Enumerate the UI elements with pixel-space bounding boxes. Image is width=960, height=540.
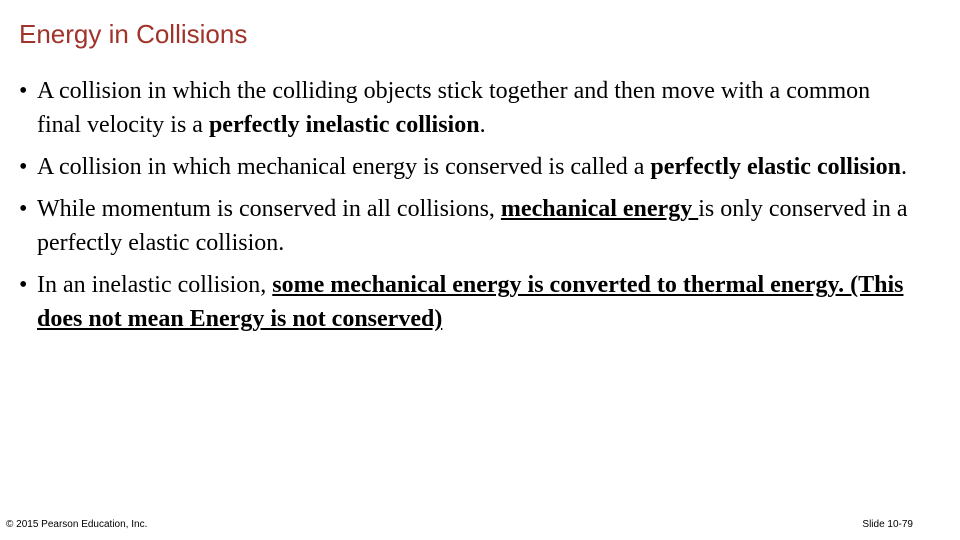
bullet-emphasis: perfectly elastic collision [650,154,901,180]
bullet-marker: • [19,272,28,298]
bullet-text: is only conserved in a perfectly elastic collision. [37,196,908,256]
bullet-emphasis: some mechanical energy is converted to thermal energy. (This does not mean Energy is not conserved) [37,272,904,332]
bullet-item [19,192,919,260]
bullet-text: A collision in which the colliding objects stick together and then move with a common final velocity is a [37,78,871,138]
bullet-text: In an inelastic collision, [37,272,273,298]
bullet-item [19,150,919,184]
bullet-emphasis: mechanical energy [500,196,699,222]
bullet-list [19,74,919,344]
bullet-item [19,268,919,336]
bullet-text: A collision in which mechanical energy is conserved is called a [37,154,651,180]
bullet-text: While momentum is conserved in all collisions, [37,196,501,222]
copyright-footer: © 2015 Pearson Education, Inc. [6,519,148,530]
bullet-item [19,74,919,142]
bullet-text: . [900,154,907,180]
bullet-emphasis: perfectly inelastic collision [208,112,480,138]
bullet-marker: • [19,78,28,104]
slide-title: Energy in Collisions [19,19,248,49]
bullet-text: . [479,112,486,138]
bullet-marker: • [19,196,28,222]
slide-number: Slide 10-79 [862,519,913,530]
bullet-marker: • [19,154,28,180]
